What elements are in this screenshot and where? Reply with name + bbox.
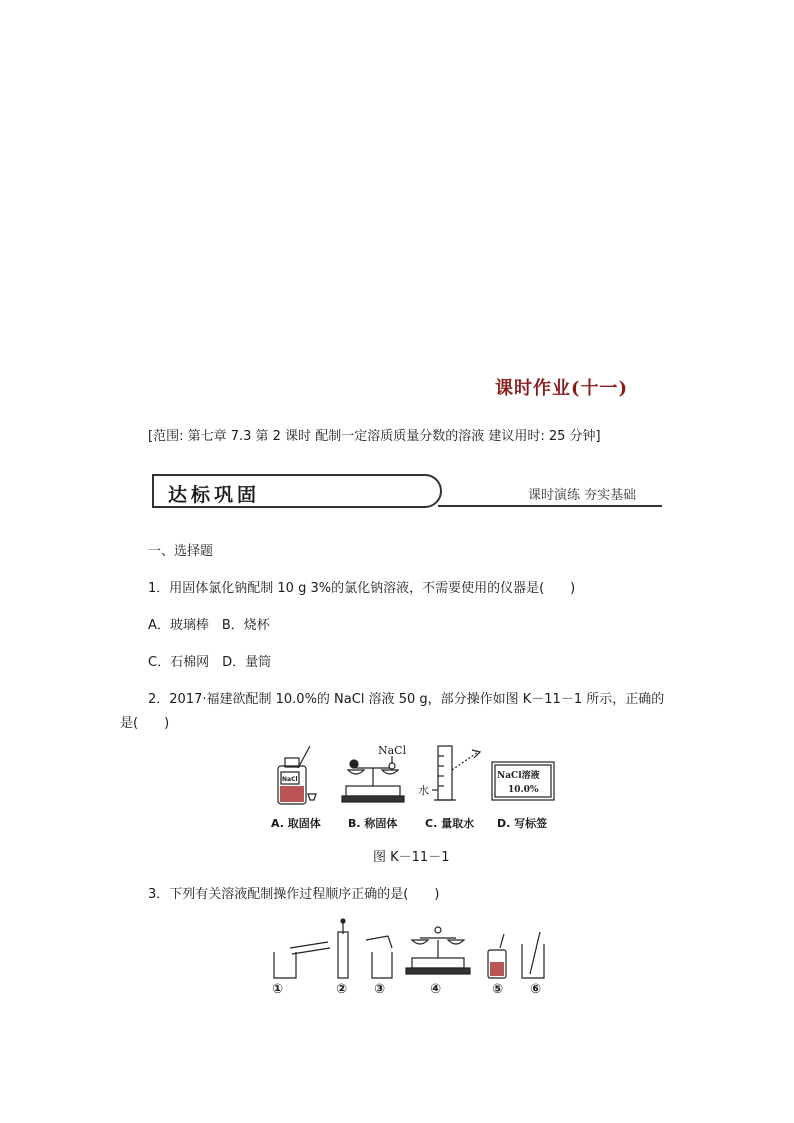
bottle-label: NaCl [282, 776, 298, 783]
balance-4 [412, 958, 464, 968]
page-title: 课时作业(十一) [495, 378, 629, 399]
figure-label-d: D. 写标签 [497, 817, 548, 830]
q3-num-1: ① [272, 982, 284, 997]
q1-options-ab: A．玻璃棒 B．烧杯 [148, 618, 270, 633]
q3-num-5: ⑤ [492, 982, 504, 997]
q1-options-cd: C．石棉网 D．量筒 [148, 655, 272, 670]
figure-label-c: C. 量取水 [425, 817, 475, 830]
q1-stem: 1．用固体氯化钠配制 10 g 3%的氯化钠溶液，不需要使用的仪器是( ) [148, 581, 576, 596]
balance-illustration [342, 756, 404, 802]
q2-stem-line1: 2．2017·福建欲配制 10.0%的 NaCl 溶液 50 g，部分操作如图 K－11－1 所示，正确的 [148, 692, 665, 707]
cylinder-illustration [432, 746, 480, 800]
cylinder-2 [338, 932, 348, 978]
water-tag: 水 [418, 784, 429, 797]
banner-rule [438, 505, 662, 507]
q3-figure [268, 918, 558, 978]
section-heading: 一、选择题 [148, 544, 214, 559]
label-card-line1: NaCl溶液 [497, 771, 540, 781]
banner-subtitle: 课时演练 夯实基础 [528, 488, 637, 503]
figure-label-b: B. 称固体 [348, 817, 398, 830]
beaker-1 [274, 952, 296, 978]
q3-num-4: ④ [430, 982, 442, 997]
q3-stem: 3．下列有关溶液配制操作过程顺序正确的是( ) [148, 887, 440, 902]
label-card-line2: 10.0% [508, 785, 539, 795]
figure-label-a: A. 取固体 [271, 817, 321, 830]
scope-line: [范围: 第七章 7.3 第 2 课时 配制一定溶质质量分数的溶液 建议用时: 25 分钟] [148, 429, 601, 444]
q3-num-2: ② [336, 982, 348, 997]
q3-num-6: ⑥ [530, 982, 542, 997]
banner-pill [152, 474, 442, 508]
banner-title: 达标巩固 [168, 484, 261, 506]
q3-num-3: ③ [374, 982, 386, 997]
figure-caption: 图 K－11－1 [373, 850, 450, 865]
nacl-tag: NaCl [378, 744, 407, 757]
section-banner [150, 472, 662, 512]
reagent-bottle-illustration [278, 746, 316, 804]
q2-stem-line2: 是( ) [120, 716, 170, 731]
beaker-3 [372, 952, 392, 978]
